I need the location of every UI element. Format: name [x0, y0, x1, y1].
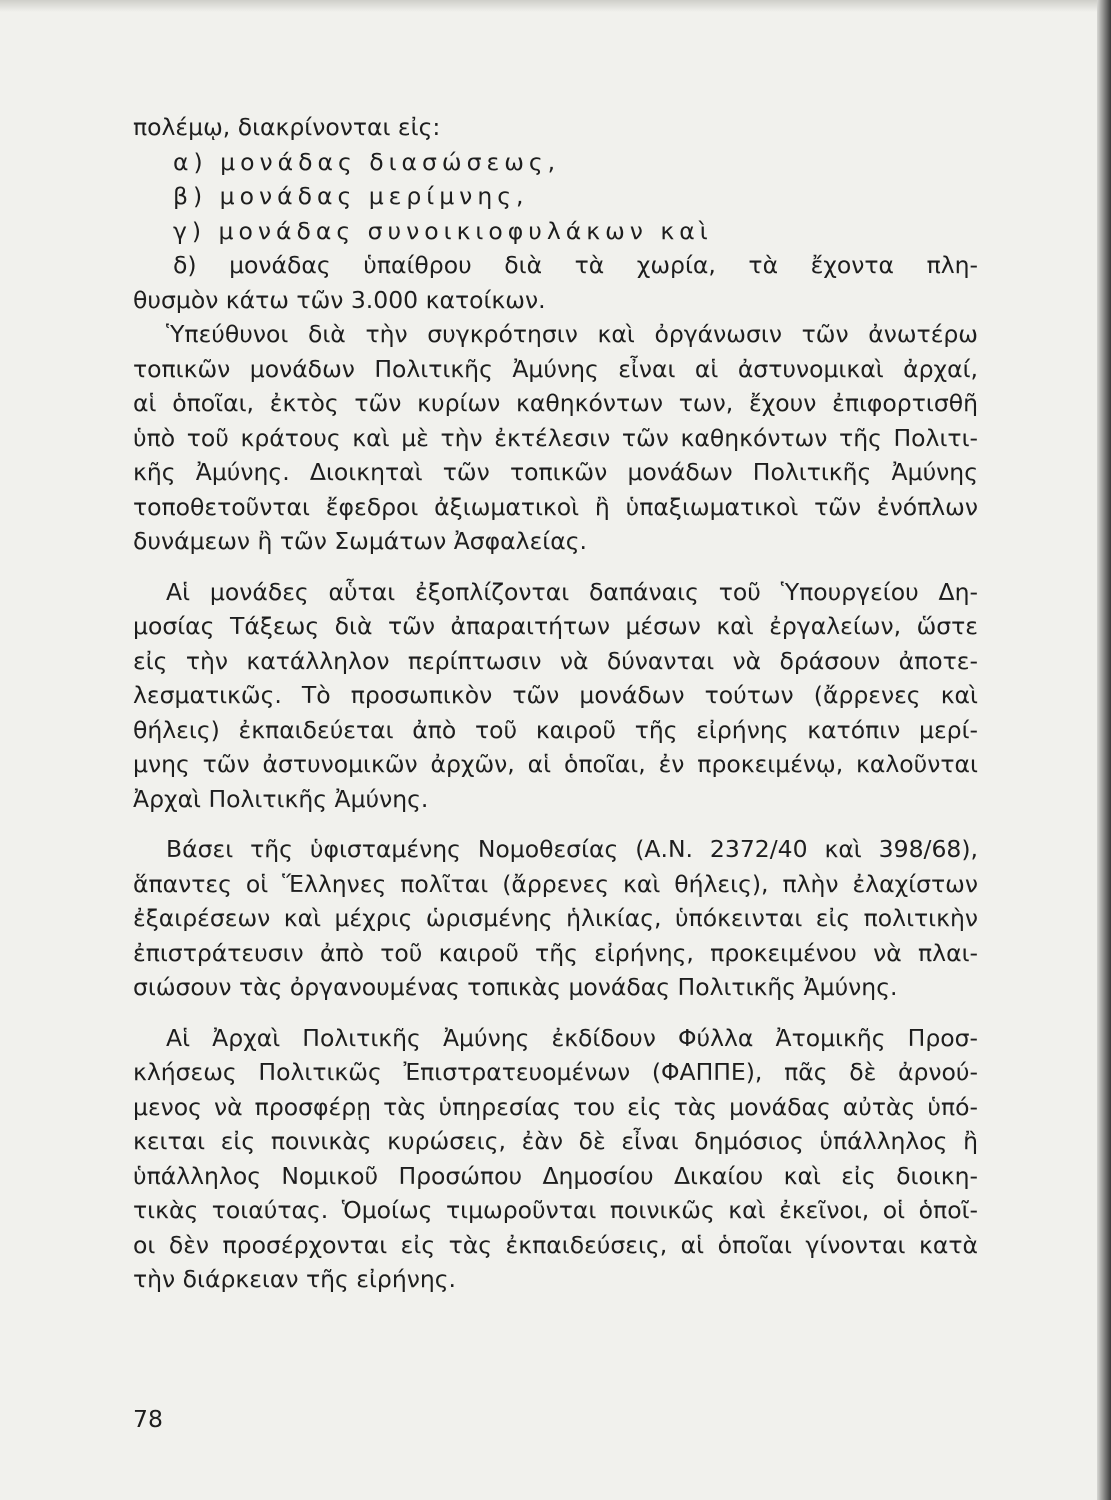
- text-line: σιώσουν τὰς ὀργανουμένας τοπικὰς μονάδας Πολιτικῆς Ἀμύνης.: [133, 973, 898, 1001]
- paragraph-3-first-line: Βάσει τῆς ὑφισταμένης Νομοθεσίας (Α.Ν. 2372/40 καὶ 398/68),: [166, 835, 978, 863]
- page-edge: [1097, 0, 1111, 1500]
- page-number: 78: [133, 1405, 163, 1433]
- text-line: τοπικῶν μονάδων Πολιτικῆς Ἀμύνης εἶναι αἱ ἀστυνομικαὶ ἀρχαί,: [133, 354, 978, 383]
- text-line: μενος νὰ προσφέρῃ τὰς ὑπηρεσίας του εἰς τὰς μονάδας αὐτὰς ὑπό-: [133, 1092, 978, 1121]
- page-top-shadow: [0, 0, 1111, 12]
- list-item-d: δ) μονάδας ὑπαίθρου διὰ τὰ χωρία, τὰ ἔχοντα πλη-: [173, 251, 978, 279]
- text-line: κειται εἰς ποινικὰς κυρώσεις, ἐὰν δὲ εἶναι δημόσιος ὑπάλληλος ἢ: [133, 1127, 978, 1155]
- text-line: οι δὲν προσέρχονται εἰς τὰς ἐκπαιδεύσεις, αἱ ὁποῖαι γίνονται κατὰ: [133, 1230, 978, 1259]
- text-line: ἐξαιρέσεων καὶ μέχρις ὡρισμένης ἡλικίας, ὑπόκεινται εἰς πολιτικὴν: [133, 904, 978, 932]
- paragraph-gap: [133, 816, 978, 832]
- text-line: πολέμῳ, διακρίνονται εἰς:: [133, 113, 441, 141]
- text-line: μοσίας Τάξεως διὰ τῶν ἀπαραιτήτων μέσων καὶ ἐργαλείων, ὥστε: [133, 612, 978, 640]
- paragraph-1-first-line: Ὑπεύθυνοι διὰ τὴν συγκρότησιν καὶ ὀργάνωσιν τῶν ἀνωτέρω: [166, 320, 978, 348]
- text-line: ὑπὸ τοῦ κράτους καὶ μὲ τὴν ἐκτέλεσιν τῶν καθηκόντων τῆς Πολιτι-: [133, 423, 978, 452]
- paragraph-2-first-line: Αἱ μονάδες αὗται ἐξοπλίζονται δαπάναις τοῦ Ὑπουργείου Δη-: [166, 577, 978, 606]
- text-line: θήλεις) ἐκπαιδεύεται ἀπὸ τοῦ καιροῦ τῆς εἰρήνης κατόπιν μερί-: [133, 715, 978, 744]
- text-line: λεσματικῶς. Τὸ προσωπικὸν τῶν μονάδων τούτων (ἄρρενες καὶ: [133, 681, 978, 709]
- text-line: κλήσεως Πολιτικῶς Ἐπιστρατευομένων (ΦΑΠΠΕ), πᾶς δὲ ἀρνού-: [133, 1058, 978, 1086]
- text-line: εἰς τὴν κατάλληλον περίπτωσιν νὰ δύνανται νὰ δράσουν ἀποτε-: [133, 646, 978, 675]
- text-line: τοποθετοῦνται ἔφεδροι ἀξιωματικοὶ ἢ ὑπαξιωματικοὶ τῶν ἐνόπλων: [133, 492, 978, 521]
- list-item-b: β) μονάδας μερίμνης,: [173, 182, 529, 210]
- text-line: αἱ ὁποῖαι, ἐκτὸς τῶν κυρίων καθηκόντων των, ἔχουν ἐπιφορτισθῆ: [133, 389, 978, 417]
- paragraph-gap: [133, 1005, 978, 1021]
- text-line: μνης τῶν ἀστυνομικῶν ἀρχῶν, αἱ ὁποῖαι, ἐν προκειμένῳ, καλοῦνται: [133, 750, 978, 778]
- text-line: ὑπάλληλος Νομικοῦ Προσώπου Δημοσίου Δικαίου καὶ εἰς διοικη-: [133, 1161, 978, 1190]
- text-line: Ἀρχαὶ Πολιτικῆς Ἀμύνης.: [133, 784, 429, 813]
- paragraph-4-first-line: Αἱ Ἀρχαὶ Πολιτικῆς Ἀμύνης ἐκδίδουν Φύλλα Ἀτομικῆς Προσ-: [166, 1023, 978, 1052]
- list-item-c: γ) μονάδας συνοικιοφυλάκων καὶ: [173, 216, 713, 245]
- paragraph-gap: [133, 559, 978, 575]
- page-body: [133, 110, 978, 1297]
- text-line: ἅπαντες οἱ Ἕλληνες πολῖται (ἄρρενες καὶ θήλεις), πλὴν ἐλαχίστων: [133, 869, 978, 898]
- text-line: δυνάμεων ἢ τῶν Σωμάτων Ἀσφαλείας.: [133, 527, 587, 555]
- text-line: τικὰς τοιαύτας. Ὁμοίως τιμωροῦνται ποινικῶς καὶ ἐκεῖνοι, οἱ ὁποῖ-: [133, 1196, 978, 1224]
- text-line: τὴν διάρκειαν τῆς εἰρήνης.: [133, 1265, 457, 1293]
- text-line: ἐπιστράτευσιν ἀπὸ τοῦ καιροῦ τῆς εἰρήνης, προκειμένου νὰ πλαι-: [133, 938, 978, 967]
- text-line: κῆς Ἀμύνης. Διοικηταὶ τῶν τοπικῶν μονάδων Πολιτικῆς Ἀμύνης: [133, 458, 978, 486]
- list-item-a: α) μονάδας διασώσεως,: [173, 147, 561, 176]
- text-line: θυσμὸν κάτω τῶν 3.000 κατοίκων.: [133, 285, 546, 314]
